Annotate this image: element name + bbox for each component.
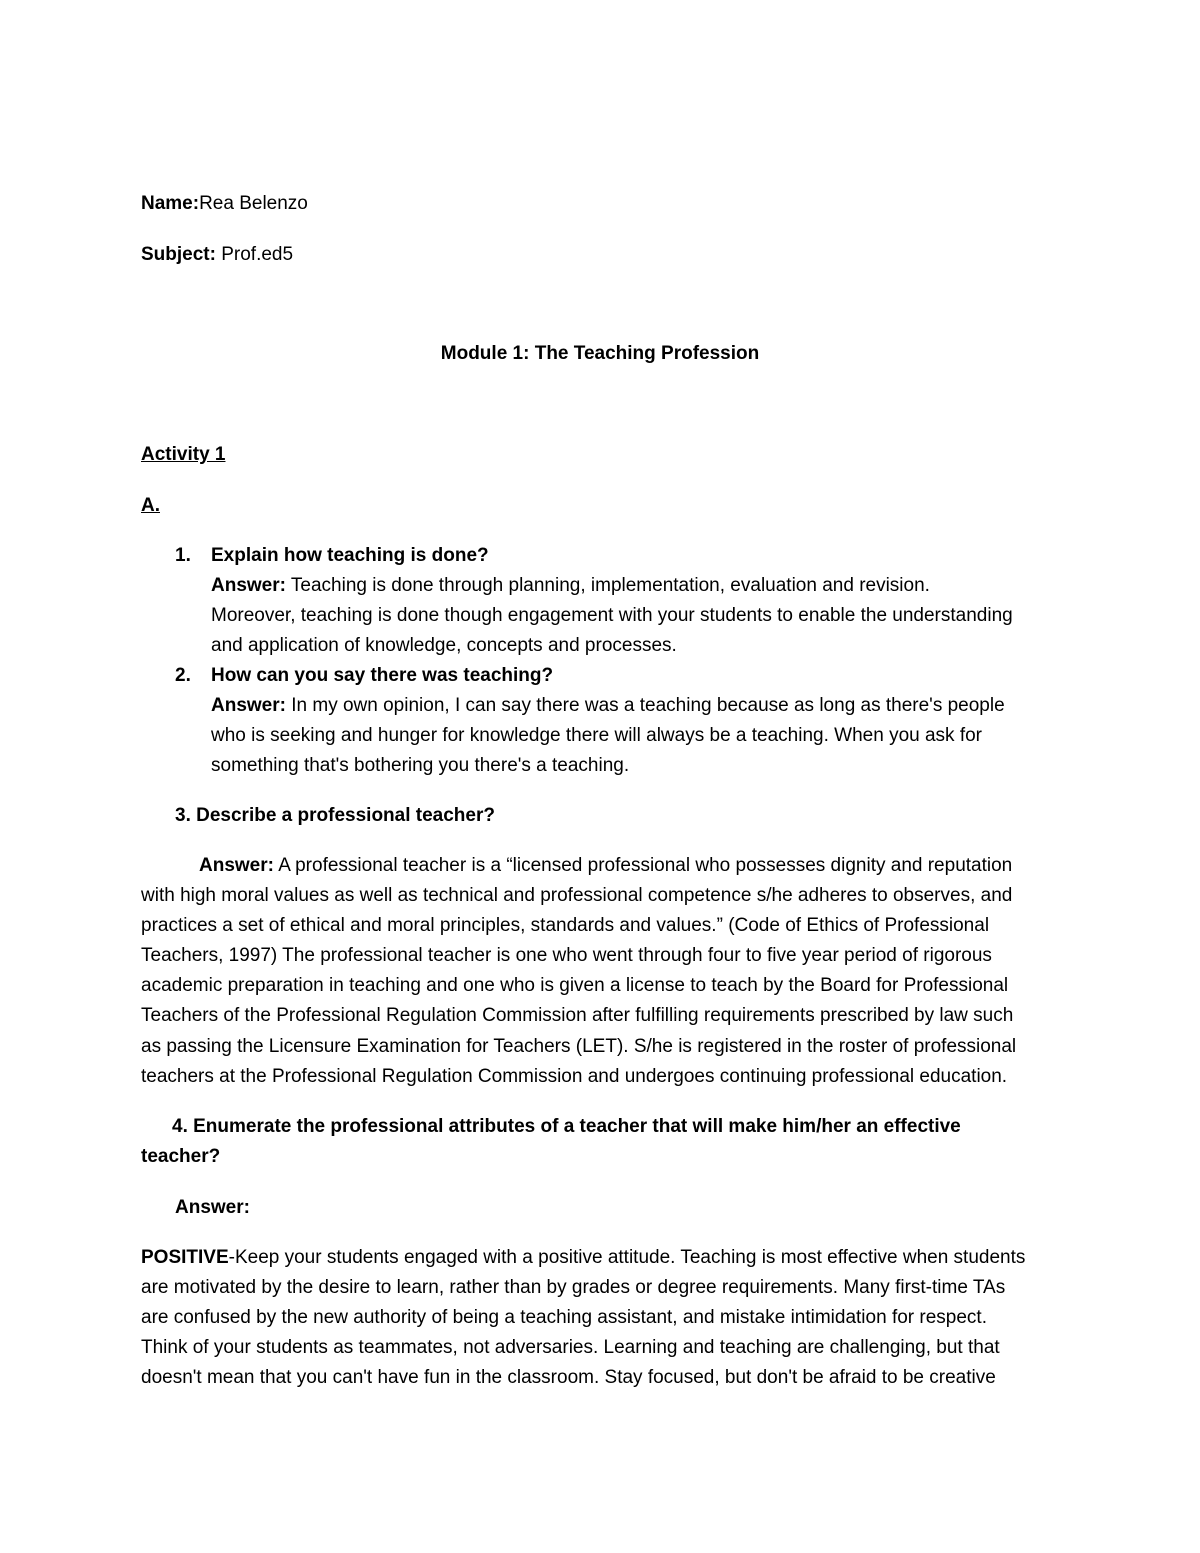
answer-text: as passing the Licensure Examination for Teachers (LET). S/he is registered in the roster of professional [141,1036,1017,1057]
question-number: 4. [172,1116,188,1137]
section-heading: A. [141,495,160,516]
answer-text: teachers at the Professional Regulation Commission and undergoes continuing professional education. [141,1066,1008,1087]
answer-text: Teaching is done through planning, implementation, evaluation and revision. [285,575,930,596]
question-text: Describe a professional teacher? [190,805,495,826]
question-4-line [172,1116,961,1138]
answer-line [211,695,1005,717]
answer-line [199,855,1012,877]
positive-line [141,1247,1025,1269]
positive-text: -Keep your students engaged with a positive attitude. Teaching is most effective when students [228,1247,1026,1268]
question-number: 3. [175,805,191,826]
positive-text: are confused by the new authority of being a teaching assistant, and mistake intimidation for respect. [141,1307,987,1328]
question-text: teacher? [141,1146,221,1167]
name-line [141,193,308,215]
answer-label: Answer: [175,1197,250,1218]
question-number: 1. [175,545,191,566]
positive-text: are motivated by the desire to learn, rather than by grades or degree requirements. Many first-time TAs [141,1277,1006,1298]
name-label: Name: [141,193,200,214]
answer-text: with high moral values as well as technical and professional competence s/he adheres to observes, and [141,885,1013,906]
answer-label: Answer: [211,695,286,716]
page-title: Module 1: The Teaching Profession [440,343,760,364]
name-value: Rea Belenzo [199,193,308,214]
answer-text: Moreover, teaching is done though engagement with your students to enable the understanding [211,605,1013,626]
answer-text: Teachers of the Professional Regulation Commission after fulfilling requirements prescribed by law such [141,1005,1014,1026]
answer-text: something that's bothering you there's a teaching. [211,755,630,776]
answer-line [211,575,930,597]
answer-text: and application of knowledge, concepts and processes. [211,635,677,656]
subject-value: Prof.ed5 [215,244,294,265]
answer-text: practices a set of ethical and moral principles, standards and values.” (Code of Ethics of Professional [141,915,990,936]
question-3-line [175,805,495,827]
subject-line [141,244,293,266]
question-text: Enumerate the professional attributes of a teacher that will make him/her an effective [187,1116,961,1137]
question-text: How can you say there was teaching? [211,665,554,686]
answer-label: Answer: [211,575,286,596]
question-number: 2. [175,665,191,686]
answer-text: academic preparation in teaching and one who is given a license to teach by the Board for Professional [141,975,1009,996]
positive-text: Think of your students as teammates, not adversaries. Learning and teaching are challenging, but that [141,1337,1000,1358]
subject-label: Subject: [141,244,216,265]
answer-text: Teachers, 1997) The professional teacher is one who went through four to five year period of rigorous [141,945,992,966]
answer-text: A professional teacher is a “licensed professional who possesses dignity and reputation [273,855,1013,876]
answer-text: who is seeking and hunger for knowledge there will always be a teaching. When you ask for [211,725,982,746]
activity-heading: Activity 1 [141,444,226,465]
answer-label: Answer: [199,855,274,876]
positive-label: POSITIVE [141,1247,229,1268]
question-text: Explain how teaching is done? [211,545,489,566]
answer-text: In my own opinion, I can say there was a teaching because as long as there's people [285,695,1005,716]
positive-text: doesn't mean that you can't have fun in the classroom. Stay focused, but don't be afraid to be creative [141,1367,996,1388]
